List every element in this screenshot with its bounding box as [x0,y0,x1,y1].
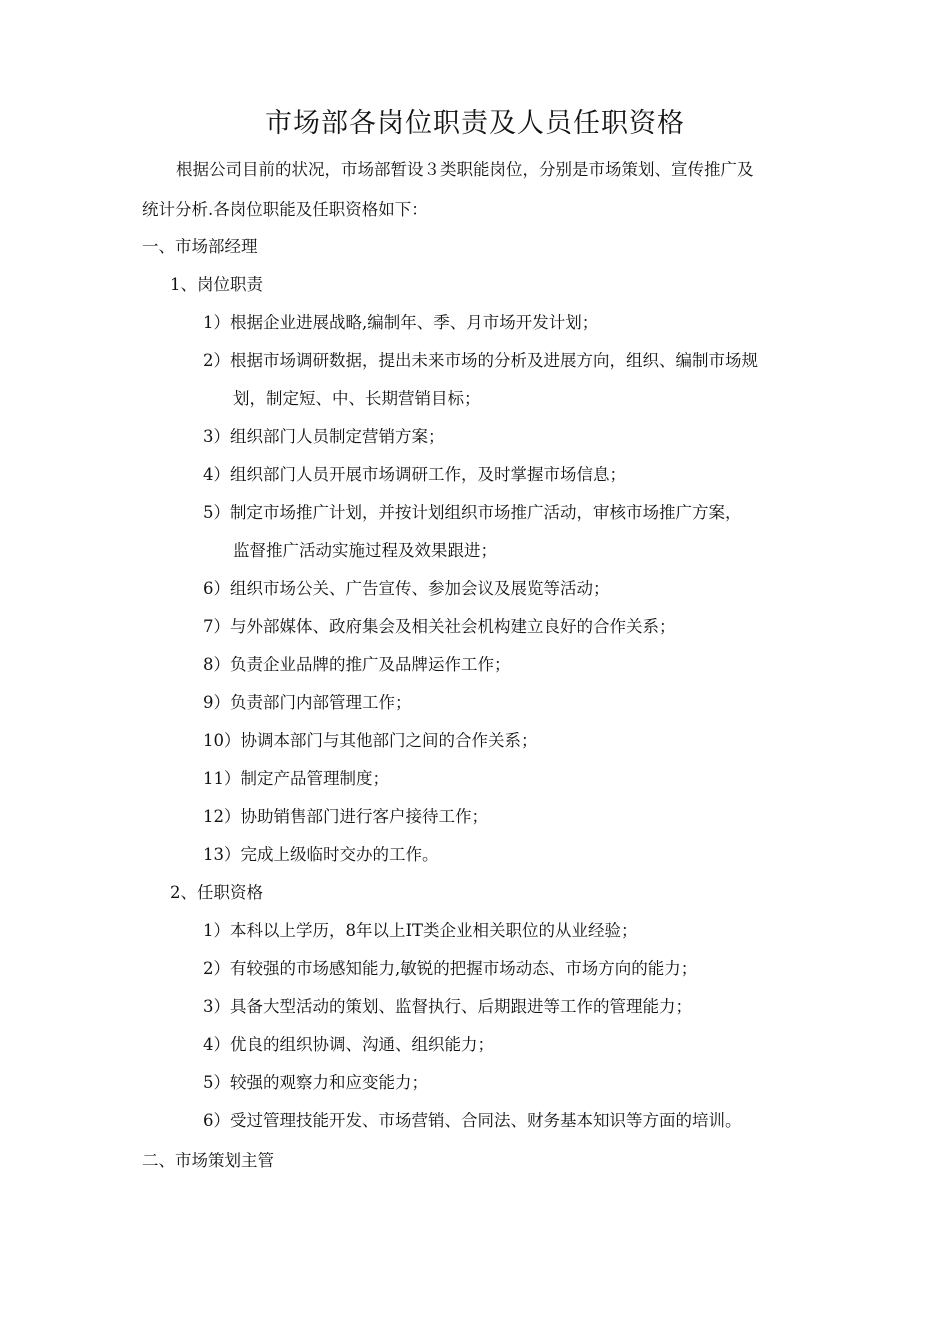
intro-line-2: 统计分析.各岗位职能及任职资格如下： [142,200,428,219]
qualification-item-2: 2）有较强的市场感知能力,敏锐的把握市场动态、市场方向的能力； [203,959,698,978]
duty-item-1: 1）根据企业进展战略,编制年、季、月市场开发计划； [203,313,599,332]
qualification-item-3: 3）具备大型活动的策划、监督执行、后期跟进等工作的管理能力； [203,997,692,1016]
duty-item-5: 5）制定市场推广计划，并按计划组织市场推广活动，审核市场推广方案， [203,503,742,522]
qualification-item-5: 5）较强的观察力和应变能力； [203,1073,428,1092]
duty-item-6: 6）组织市场公关、广告宣传、参加会议及展览等活动； [203,579,610,598]
intro-line-1: 根据公司目前的状况，市场部暂设３类职能岗位，分别是市场策划、宣传推广及 [176,160,754,179]
subheading-qualifications: 2、任职资格 [170,883,263,902]
subheading-duties: 1、岗位职责 [170,275,263,294]
duty-item-10: 10）协调本部门与其他部门之间的合作关系； [203,731,538,750]
duty-item-7: 7）与外部媒体、政府集会及相关社会机构建立良好的合作关系； [203,617,676,636]
duty-item-2-cont: 划，制定短、中、长期营销目标； [233,389,481,408]
section-heading-manager: 一、市场部经理 [142,237,258,256]
duty-item-8: 8）负责企业品牌的推广及品牌运作工作； [203,655,511,674]
qualification-item-6: 6）受过管理技能开发、市场营销、合同法、财务基本知识等方面的培训。 [203,1111,742,1130]
document-title: 市场部各岗位职责及人员任职资格 [265,108,685,139]
section-heading-planning-supervisor: 二、市场策划主管 [142,1151,274,1170]
duty-item-11: 11）制定产品管理制度； [203,769,389,788]
qualification-item-1: 1）本科以上学历，8年以上IT类企业相关职位的从业经验； [203,921,638,940]
duty-item-3: 3）组织部门人员制定营销方案； [203,427,445,446]
qualification-item-4: 4）优良的组织协调、沟通、组织能力； [203,1035,494,1054]
duty-item-13: 13）完成上级临时交办的工作。 [203,845,439,864]
duty-item-4: 4）组织部门人员开展市场调研工作，及时掌握市场信息； [203,465,626,484]
duty-item-5-cont: 监督推广活动实施过程及效果跟进； [233,541,497,560]
duty-item-9: 9）负责部门内部管理工作； [203,693,412,712]
duty-item-12: 12）协助销售部门进行客户接待工作； [203,807,488,826]
duty-item-2: 2）根据市场调研数据，提出未来市场的分析及进展方向，组织、编制市场规 [203,351,758,370]
